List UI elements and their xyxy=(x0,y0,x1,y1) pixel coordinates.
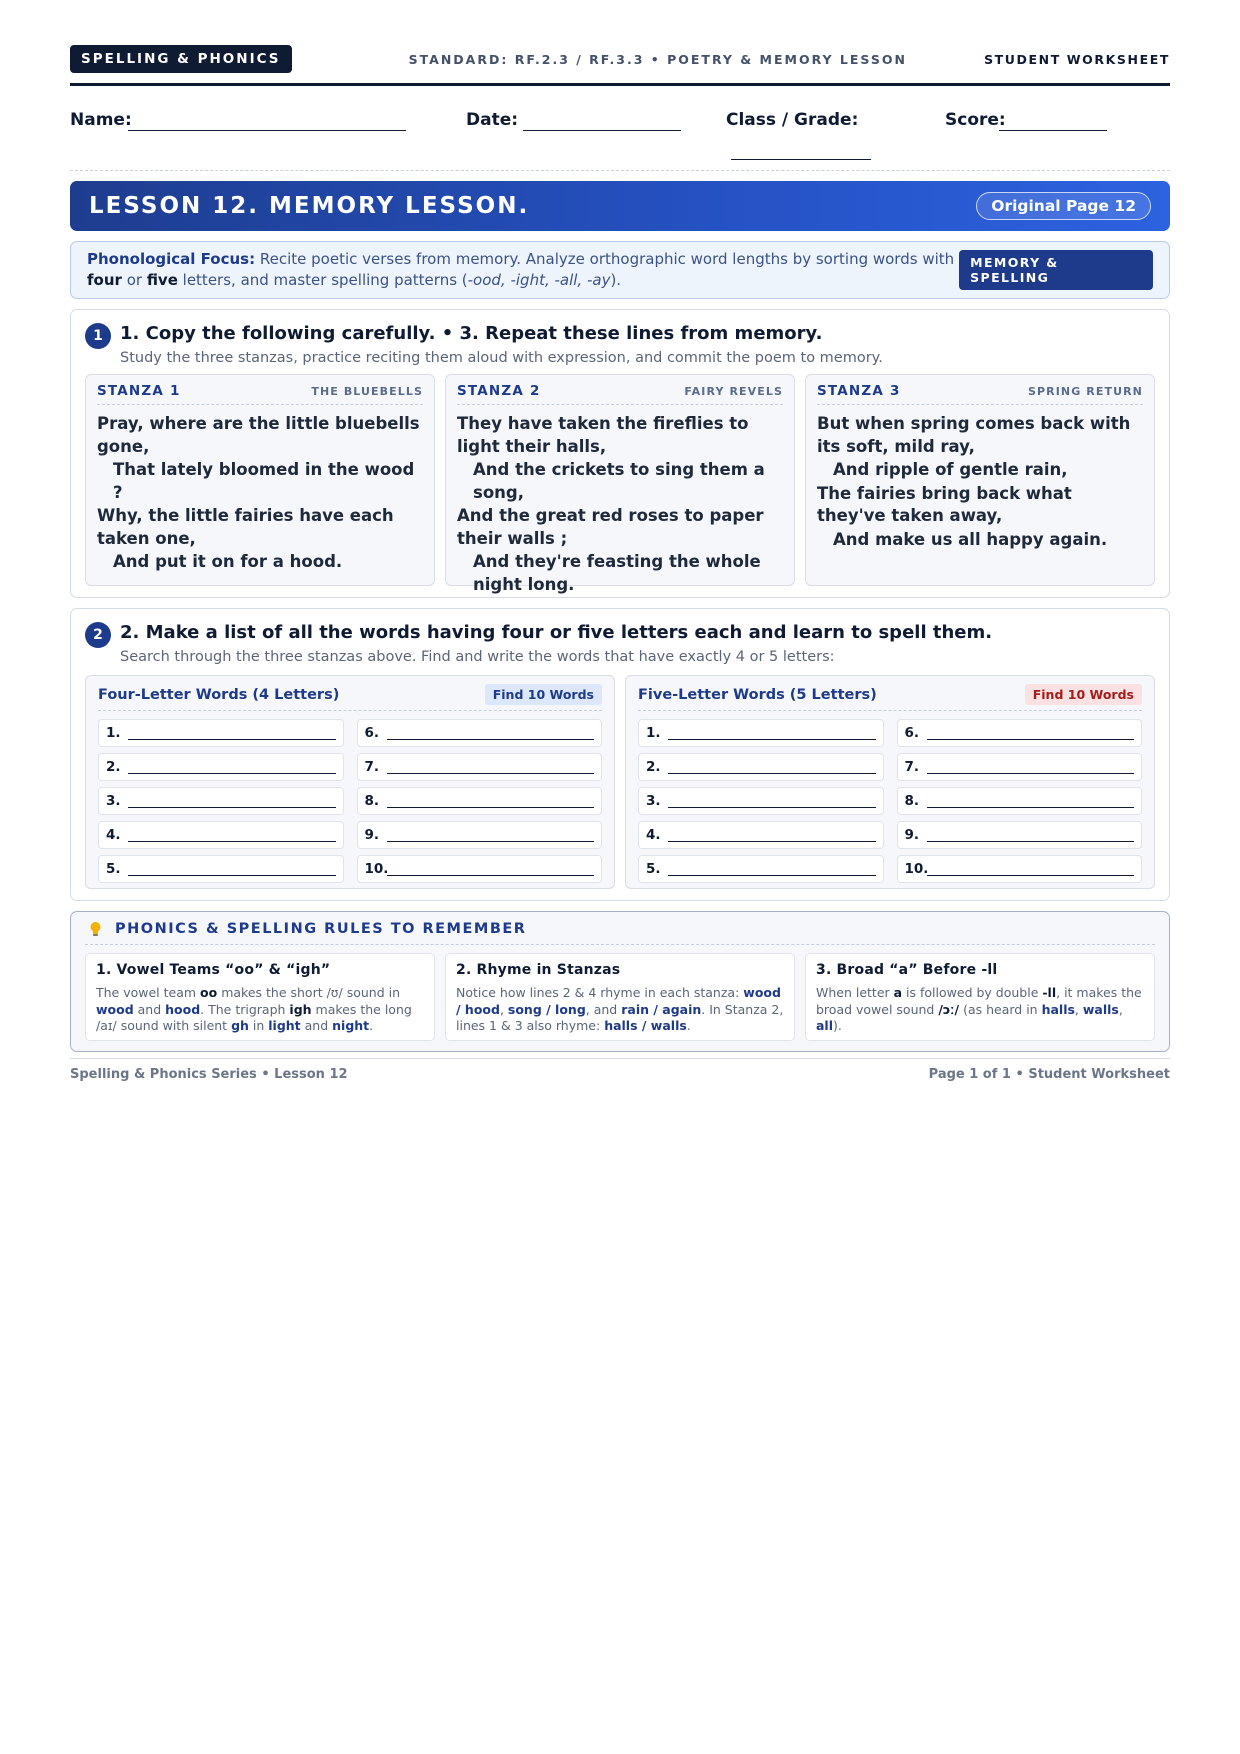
rule-body xyxy=(96,985,424,1035)
stanza-line: And they're feasting the whole night long. xyxy=(473,552,761,594)
answer-line[interactable] xyxy=(128,726,336,740)
answer-number: 9. xyxy=(364,827,380,843)
worksheet-label: STUDENT WORKSHEET xyxy=(984,51,1170,67)
answer-row xyxy=(897,753,1143,781)
rule-text: The vowel team xyxy=(96,985,201,1000)
score-label: Score: xyxy=(945,110,1006,130)
answer-line[interactable] xyxy=(128,794,336,808)
focus-text-part: letters, and master spelling patterns ( xyxy=(177,271,468,289)
answer-row xyxy=(897,821,1143,849)
answer-line[interactable] xyxy=(387,760,595,774)
stanza-line: That lately bloomed in the wood ? xyxy=(113,460,415,502)
answer-line[interactable] xyxy=(387,794,595,808)
answer-line[interactable] xyxy=(387,862,595,876)
rule-body xyxy=(456,985,784,1035)
rule-text: (as heard in xyxy=(959,1001,1042,1017)
stanza-name: STANZA 1 xyxy=(97,383,181,399)
memory-spelling-badge: MEMORY & SPELLING xyxy=(959,250,1153,290)
stanza-lines xyxy=(817,413,1143,551)
rule-word: song / long xyxy=(507,1001,586,1017)
answer-number: 8. xyxy=(904,793,920,809)
stanza-card xyxy=(805,374,1155,586)
answer-row xyxy=(638,719,884,747)
answer-row xyxy=(357,753,603,781)
rule-text: , xyxy=(499,1001,508,1017)
list-title: Four-Letter Words (4 Letters) xyxy=(98,686,340,703)
stanza-line: The fairies bring back what they've taken away, xyxy=(817,483,1072,525)
answer-line[interactable] xyxy=(927,828,1135,842)
section-title: 2. Make a list of all the words having four or five letters each and learn to spell them. xyxy=(120,622,993,643)
answer-line[interactable] xyxy=(128,760,336,774)
answer-number: 1. xyxy=(646,725,661,741)
rule-card xyxy=(85,953,435,1041)
answer-line[interactable] xyxy=(927,794,1135,808)
rule-text: is followed by double xyxy=(902,985,1043,1000)
answer-number: 2. xyxy=(646,759,661,775)
answer-row xyxy=(357,787,603,815)
worksheet-page xyxy=(70,44,1170,1082)
answer-number: 4. xyxy=(106,827,121,843)
page-footer xyxy=(70,1058,1170,1082)
rule-body xyxy=(816,985,1144,1035)
rule-key: oo xyxy=(200,985,218,1000)
stanza-lines xyxy=(457,413,783,596)
lesson-title: LESSON 12. MEMORY LESSON. xyxy=(89,193,530,219)
rule-key: igh xyxy=(289,1001,312,1017)
rule-text: , xyxy=(1074,1001,1083,1017)
answer-row xyxy=(897,855,1143,883)
stanza-line: Pray, where are the little bluebells gone, xyxy=(97,414,420,456)
class-label: Class / Grade: xyxy=(726,110,859,130)
focus-text-part: ). xyxy=(610,271,622,289)
rule-text: makes the short /ʊ/ sound in xyxy=(217,985,401,1000)
rule-text: , xyxy=(1118,1001,1123,1017)
rule-word: rain / again xyxy=(621,1001,702,1017)
rule-text: and xyxy=(133,1001,166,1017)
rule-word: gh xyxy=(231,1018,249,1033)
rule-key: /ɔː/ xyxy=(938,1001,960,1017)
focus-five: five xyxy=(146,271,178,289)
rule-text: . In Stanza 2, lines 1 & 3 also rhyme: xyxy=(456,1001,784,1033)
answer-line[interactable] xyxy=(668,794,876,808)
answer-line[interactable] xyxy=(668,828,876,842)
stanza-name: STANZA 2 xyxy=(457,383,541,399)
rule-key: a xyxy=(893,985,903,1000)
rule-card xyxy=(445,953,795,1041)
section-word-lists xyxy=(70,608,1170,901)
name-field[interactable] xyxy=(128,130,406,131)
rule-card xyxy=(805,953,1155,1041)
rule-text: . The trigraph xyxy=(200,1001,290,1017)
answer-row xyxy=(897,787,1143,815)
answer-number: 6. xyxy=(364,725,380,741)
answer-number: 10. xyxy=(364,861,389,877)
answer-row xyxy=(98,787,344,815)
answer-number: 8. xyxy=(364,793,380,809)
focus-text-part: Recite poetic verses from memory. Analyze orthographic word lengths by sorting words with xyxy=(255,250,955,268)
answer-row xyxy=(98,719,344,747)
answer-line[interactable] xyxy=(668,862,876,876)
answer-row xyxy=(357,821,603,849)
answer-line[interactable] xyxy=(668,726,876,740)
answer-line[interactable] xyxy=(387,828,595,842)
rule-word: all xyxy=(816,1018,834,1033)
find-words-tag: Find 10 Words xyxy=(1025,684,1142,705)
rule-title: 2. Rhyme in Stanzas xyxy=(456,962,621,978)
rule-text: , and xyxy=(585,1001,622,1017)
stanza-header xyxy=(817,383,1143,405)
rule-cards xyxy=(85,953,1155,1041)
rules-title: PHONICS & SPELLING RULES TO REMEMBER xyxy=(115,921,527,937)
rule-text: makes the long /aɪ/ sound with silent xyxy=(96,1001,412,1033)
lightbulb-icon xyxy=(89,921,102,937)
focus-patterns: -ood, -ight, -all, -ay xyxy=(467,271,611,289)
rule-word: halls / walls xyxy=(604,1018,687,1033)
rule-word: hood xyxy=(165,1001,201,1017)
answer-line[interactable] xyxy=(387,726,595,740)
score-field[interactable] xyxy=(999,130,1107,131)
section-number: 2 xyxy=(85,622,111,648)
answer-row xyxy=(98,753,344,781)
rule-text: ). xyxy=(833,1018,842,1033)
divider xyxy=(70,170,1170,171)
stanza-list xyxy=(85,374,1155,594)
rule-word: light xyxy=(268,1018,301,1033)
rule-word: night xyxy=(332,1018,370,1033)
section-title: 1. Copy the following carefully. • 3. Repeat these lines from memory. xyxy=(120,323,823,344)
date-field[interactable] xyxy=(523,130,681,131)
answer-row xyxy=(98,855,344,883)
footer-series: Spelling & Phonics Series • Lesson 12 xyxy=(70,1067,348,1082)
name-label: Name: xyxy=(70,110,132,130)
answer-grid xyxy=(638,719,1142,883)
answer-row xyxy=(638,821,884,849)
stanza-line: Why, the little fairies have each taken one, xyxy=(97,506,394,548)
answer-number: 3. xyxy=(646,793,661,809)
class-field[interactable] xyxy=(731,159,871,160)
standard-label: STANDARD: RF.2.3 / RF.3.3 • POETRY & MEMORY LESSON xyxy=(408,51,907,67)
focus-label: Phonological Focus: xyxy=(87,250,256,268)
answer-number: 4. xyxy=(646,827,661,843)
find-words-tag: Find 10 Words xyxy=(485,684,602,705)
section-number: 1 xyxy=(85,323,111,349)
rule-key: -ll xyxy=(1042,985,1057,1000)
rule-title: 3. Broad “a” Before -ll xyxy=(816,962,998,978)
rule-text: in xyxy=(248,1018,269,1033)
stanza-theme: THE BLUEBELLS xyxy=(311,385,423,398)
stanza-card xyxy=(445,374,795,594)
footer-page: Page 1 of 1 • Student Worksheet xyxy=(928,1067,1170,1082)
word-lists xyxy=(85,675,1155,889)
answer-line[interactable] xyxy=(927,726,1135,740)
section-copy-poem xyxy=(70,309,1170,598)
rule-text: Notice how lines 2 & 4 rhyme in each stanza: xyxy=(456,985,744,1000)
rule-text: When letter xyxy=(816,985,894,1000)
stanza-theme: SPRING RETURN xyxy=(1027,385,1143,398)
answer-number: 7. xyxy=(364,759,380,775)
section-header xyxy=(85,621,1155,648)
rule-word: halls xyxy=(1041,1001,1075,1017)
rules-box xyxy=(70,911,1170,1052)
stanza-name: STANZA 3 xyxy=(817,383,901,399)
stanza-theme: FAIRY REVELS xyxy=(684,385,783,398)
section-header xyxy=(85,322,1155,349)
focus-four: four xyxy=(87,271,122,289)
section-subtitle: Search through the three stanzas above. Find and write the words that have exactly 4 or 5 letters: xyxy=(120,649,835,665)
phonological-focus-box xyxy=(70,241,1170,299)
lesson-banner xyxy=(70,181,1170,231)
focus-text xyxy=(87,249,959,291)
five-letter-list xyxy=(625,675,1155,889)
stanza-line: And put it on for a hood. xyxy=(113,552,343,571)
stanza-line: And the crickets to sing them a song, xyxy=(473,460,765,502)
answer-number: 5. xyxy=(106,861,121,877)
answer-line[interactable] xyxy=(927,862,1135,876)
page-header xyxy=(70,44,1170,74)
answer-number: 9. xyxy=(904,827,920,843)
answer-row xyxy=(357,855,603,883)
rule-text: , it makes the broad vowel sound xyxy=(816,985,1142,1017)
rule-word: wood / hood xyxy=(456,985,781,1017)
stanza-lines xyxy=(97,413,423,574)
rule-word: walls xyxy=(1082,1001,1119,1017)
stanza-line: And make us all happy again. xyxy=(833,529,1108,549)
answer-line[interactable] xyxy=(927,760,1135,774)
answer-row xyxy=(98,821,344,849)
stanza-line: They have taken the fireflies to light their halls, xyxy=(457,414,749,456)
answer-line[interactable] xyxy=(128,828,336,842)
section-subtitle: Study the three stanzas, practice reciting them aloud with expression, and commit the poem to memory. xyxy=(120,350,883,366)
answer-number: 2. xyxy=(106,759,121,775)
original-page-badge: Original Page 12 xyxy=(976,192,1151,220)
list-header xyxy=(638,684,1142,711)
stanza-line: And the great red roses to paper their walls ; xyxy=(457,506,764,548)
answer-row xyxy=(638,855,884,883)
stanza-line: And ripple of gentle rain, xyxy=(833,460,1068,479)
answer-line[interactable] xyxy=(668,760,876,774)
answer-number: 3. xyxy=(106,793,121,809)
focus-text-part: or xyxy=(121,271,147,289)
answer-row xyxy=(638,753,884,781)
rule-word: wood xyxy=(96,1001,134,1017)
answer-line[interactable] xyxy=(128,862,336,876)
list-header xyxy=(98,684,602,711)
four-letter-list xyxy=(85,675,615,889)
answer-row xyxy=(357,719,603,747)
answer-number: 5. xyxy=(646,861,661,877)
subject-badge: SPELLING & PHONICS xyxy=(70,45,292,73)
answer-number: 7. xyxy=(904,759,920,775)
rule-text: and xyxy=(300,1018,333,1033)
answer-row xyxy=(638,787,884,815)
date-label: Date: xyxy=(466,110,519,130)
rules-header xyxy=(85,921,1155,945)
rule-title: 1. Vowel Teams “oo” & “igh” xyxy=(96,962,331,978)
answer-row xyxy=(897,719,1143,747)
answer-number: 6. xyxy=(904,725,920,741)
answer-number: 1. xyxy=(106,725,121,741)
answer-number: 10. xyxy=(904,861,929,877)
stanza-line: But when spring comes back with its soft, mild ray, xyxy=(817,414,1131,456)
list-title: Five-Letter Words (5 Letters) xyxy=(638,686,877,703)
stanza-card xyxy=(85,374,435,586)
stanza-header xyxy=(457,383,783,405)
answer-grid xyxy=(98,719,602,883)
stanza-header xyxy=(97,383,423,405)
rule-text: . xyxy=(686,1018,691,1033)
rule-text: . xyxy=(369,1018,374,1033)
student-fields xyxy=(70,86,1170,156)
